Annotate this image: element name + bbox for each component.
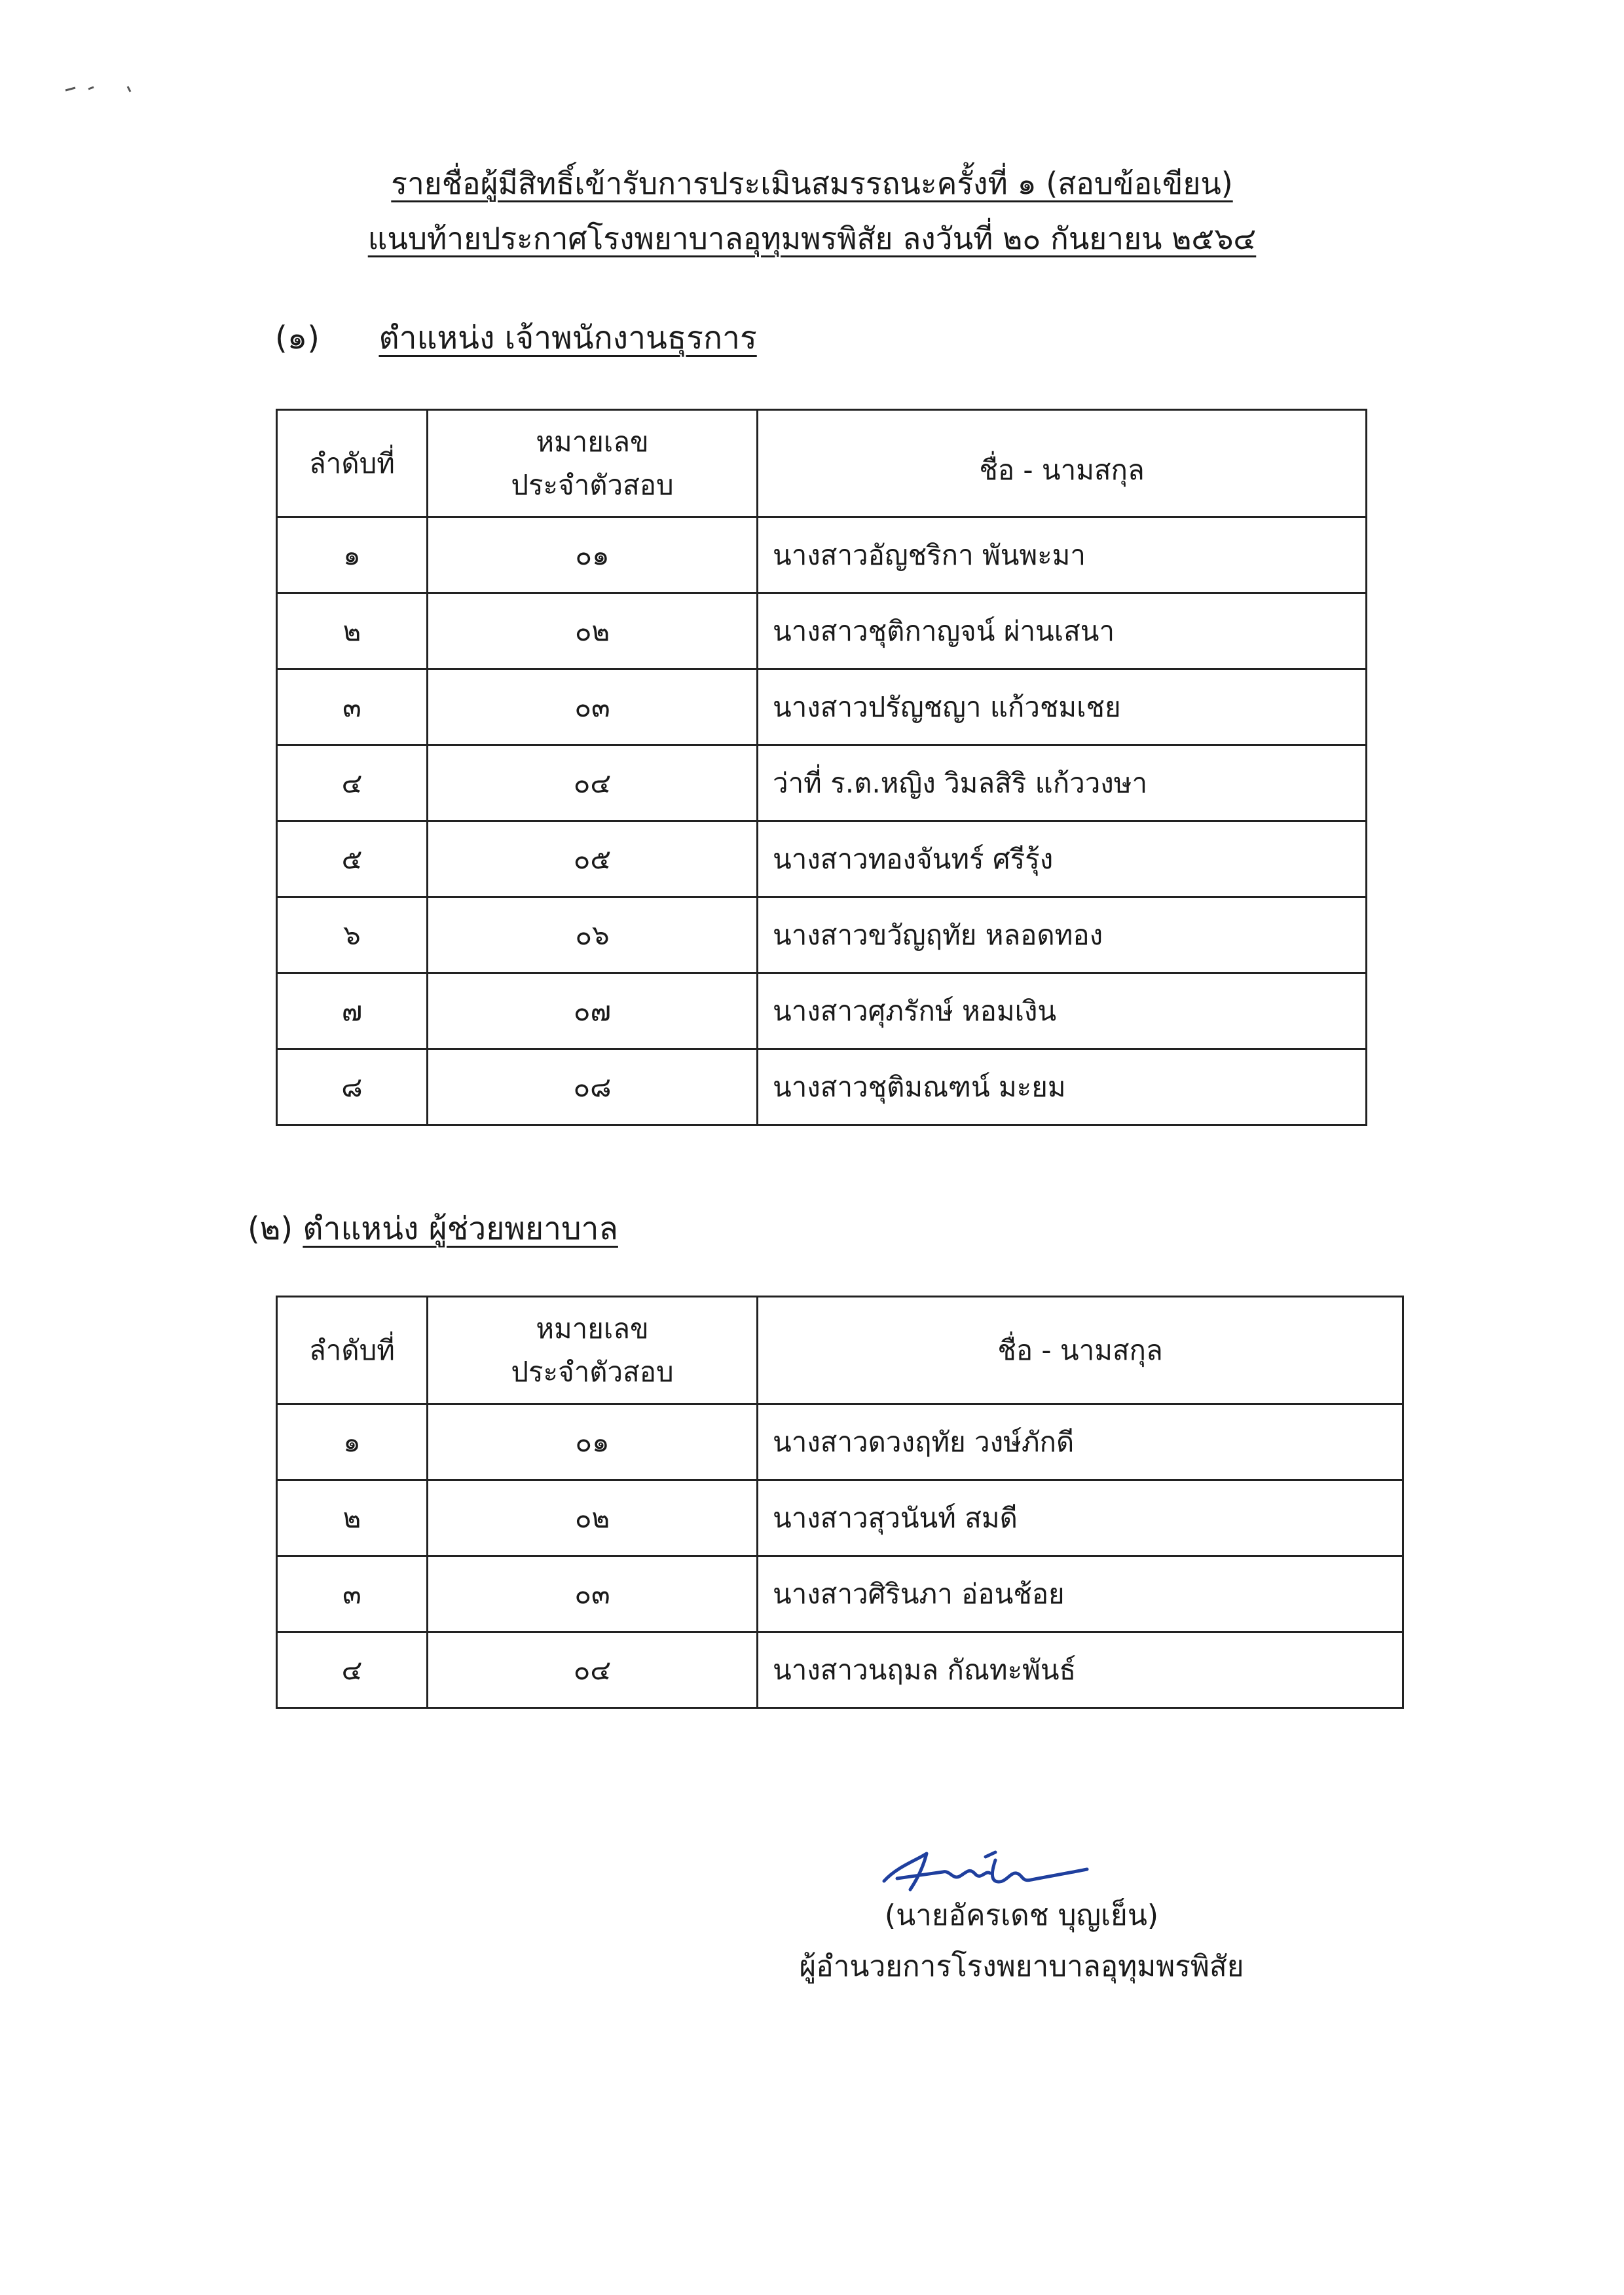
cell-exam-no: ๐๕	[428, 821, 758, 897]
column-header-exam-no	[428, 410, 758, 517]
table-row	[277, 1049, 1367, 1125]
signatory-name: (นายอัครเดช บุญเย็น)	[884, 1899, 1159, 1932]
cell-exam-no: ๐๑	[428, 517, 758, 593]
cell-exam-no: ๐๒	[428, 593, 758, 669]
document-title-line2: แนบท้ายประกาศโรงพยาบาลอุทุมพรพิสัย ลงวันที่ ๒๐ กันยายน ๒๕๖๔	[367, 221, 1257, 256]
section-2-number: (๒)	[248, 1210, 293, 1247]
cell-exam-no: ๐๔	[428, 1632, 758, 1708]
cell-order: ๔	[277, 1632, 428, 1708]
cell-exam-no: ๐๒	[428, 1480, 758, 1556]
cell-order: ๑	[277, 517, 428, 593]
cell-order: ๑	[277, 1404, 428, 1480]
cell-name: นางสาวดวงฤทัย วงษ์ภักดี	[758, 1404, 1403, 1480]
cell-name: นางสาวชุติมณฑน์ มะยม	[758, 1049, 1367, 1125]
cell-exam-no: ๐๑	[428, 1404, 758, 1480]
cell-order: ๖	[277, 897, 428, 973]
cell-name: นางสาวขวัญฤทัย หลอดทอง	[758, 897, 1367, 973]
cell-exam-no: ๐๖	[428, 897, 758, 973]
cell-name: นางสาวนฤมล กัณทะพันธ์	[758, 1632, 1403, 1708]
column-header-exam-no-line2: ประจำตัวสอบ	[511, 1355, 674, 1388]
cell-exam-no: ๐๘	[428, 1049, 758, 1125]
cell-name: นางสาวปรัญชญา แก้วชมเชย	[758, 669, 1367, 745]
cell-name: นางสาวศุภรักษ์ หอมเงิน	[758, 973, 1367, 1049]
table-row	[277, 821, 1367, 897]
cell-exam-no: ๐๓	[428, 669, 758, 745]
table-row	[277, 593, 1367, 669]
cell-order: ๒	[277, 1480, 428, 1556]
table-row	[277, 1404, 1403, 1480]
cell-name: ว่าที่ ร.ต.หญิง วิมลสิริ แก้ววงษา	[758, 745, 1367, 821]
column-header-name: ชื่อ - นามสกุล	[758, 410, 1367, 517]
cell-order: ๒	[277, 593, 428, 669]
section-1-heading	[275, 317, 757, 359]
document-title-line1: รายชื่อผู้มีสิทธิ์เข้ารับการประเมินสมรรถนะครั้งที่ ๑ (สอบข้อเขียน)	[391, 166, 1233, 201]
table-row	[277, 745, 1367, 821]
table-row	[277, 897, 1367, 973]
section-2-table	[276, 1296, 1404, 1709]
cell-name: นางสาวชุติกาญจน์ ผ่านเสนา	[758, 593, 1367, 669]
column-header-name: ชื่อ - นามสกุล	[758, 1297, 1403, 1404]
table-header-row	[277, 1297, 1403, 1404]
section-2-heading	[248, 1208, 618, 1250]
signature-scribble	[871, 1840, 1094, 1899]
signatory-position: ผู้อำนวยการโรงพยาบาลอุทุมพรพิสัย	[799, 1950, 1244, 1983]
column-header-order: ลำดับที่	[277, 410, 428, 517]
section-2-title: ตำแหน่ง ผู้ช่วยพยาบาล	[303, 1210, 618, 1247]
cell-exam-no: ๐๗	[428, 973, 758, 1049]
cell-order: ๓	[277, 1556, 428, 1632]
column-header-exam-no-line1: หมายเลข	[536, 425, 649, 458]
cell-order: ๔	[277, 745, 428, 821]
cell-order: ๘	[277, 1049, 428, 1125]
cell-name: นางสาวทองจันทร์ ศรีรุ้ง	[758, 821, 1367, 897]
cell-order: ๓	[277, 669, 428, 745]
table-header-row	[277, 410, 1367, 517]
table-row	[277, 517, 1367, 593]
cell-order: ๕	[277, 821, 428, 897]
cell-name: นางสาวสุวนันท์ สมดี	[758, 1480, 1403, 1556]
column-header-order: ลำดับที่	[277, 1297, 428, 1404]
table-row	[277, 669, 1367, 745]
section-1-table	[276, 409, 1367, 1126]
section-1-title: ตำแหน่ง เจ้าพนักงานธุรการ	[378, 320, 757, 356]
column-header-exam-no	[428, 1297, 758, 1404]
column-header-exam-no-line2: ประจำตัวสอบ	[511, 468, 674, 501]
cell-order: ๗	[277, 973, 428, 1049]
cell-exam-no: ๐๓	[428, 1556, 758, 1632]
table-row	[277, 1556, 1403, 1632]
cell-name: นางสาวอัญชริกา พันพะมา	[758, 517, 1367, 593]
cell-name: นางสาวศิรินภา อ่อนช้อย	[758, 1556, 1403, 1632]
table-row	[277, 973, 1367, 1049]
column-header-exam-no-line1: หมายเลข	[536, 1312, 649, 1345]
cell-exam-no: ๐๔	[428, 745, 758, 821]
scan-speck-mark	[62, 79, 141, 98]
table-row	[277, 1480, 1403, 1556]
table-row	[277, 1632, 1403, 1708]
section-1-number: (๑)	[275, 320, 320, 356]
